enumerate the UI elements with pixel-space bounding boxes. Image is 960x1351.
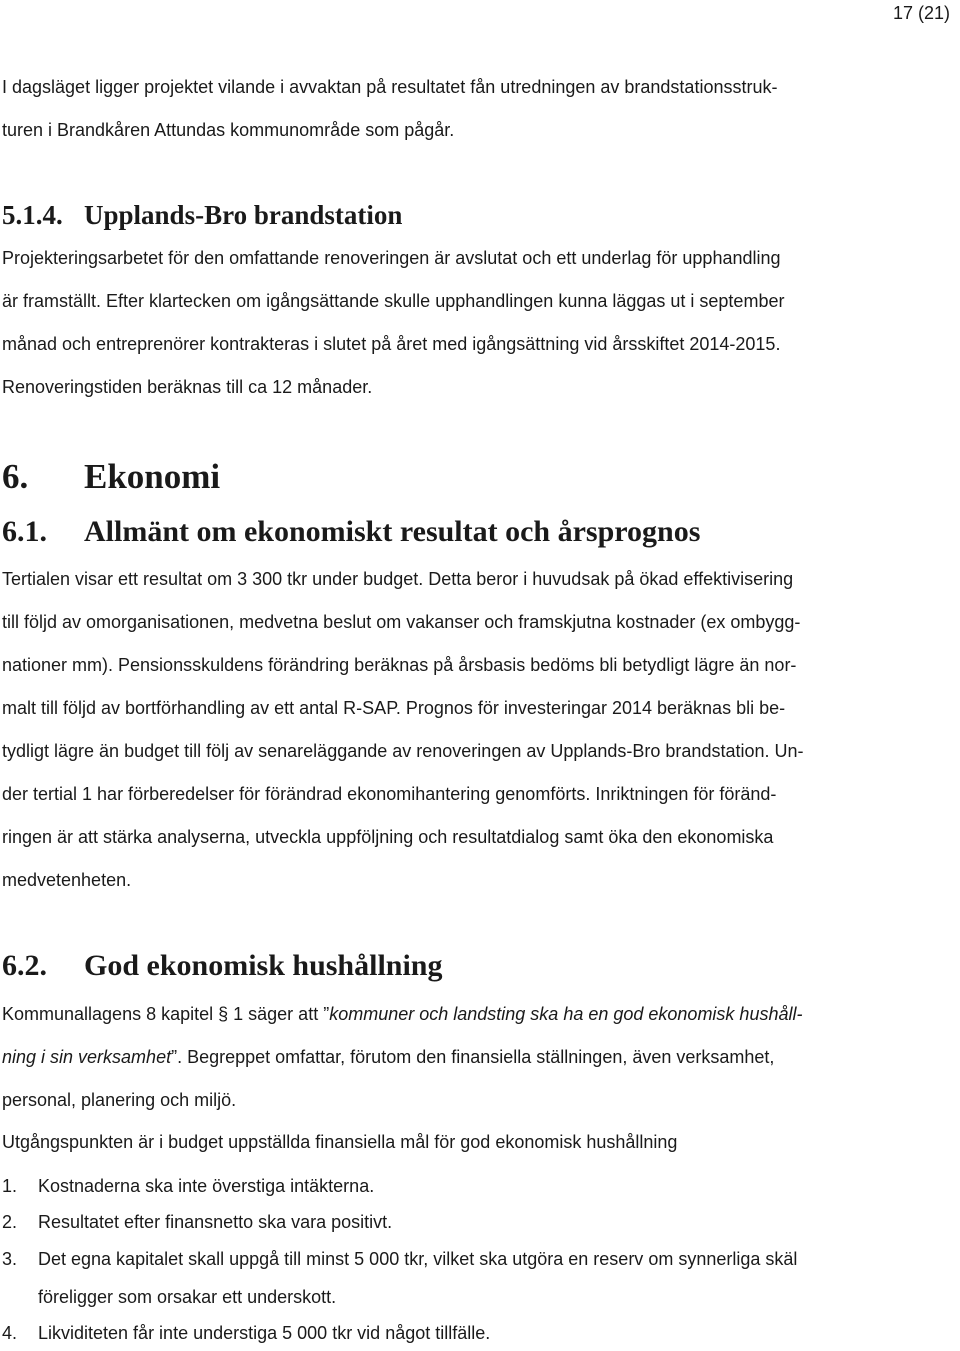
list-text: Resultatet efter finansnetto ska vara positivt. [38,1212,393,1232]
section-number: 6. [2,457,29,496]
list-number: 4. [2,1323,18,1343]
paragraph-line: Tertialen visar ett resultat om 3 300 tkr under budget. Detta beror i huvudsak på ökad effektivisering [2,569,794,589]
section-number: 6.2. [2,949,47,982]
section-6-2-heading [2,948,443,984]
paragraph-line: till följd av omorganisationen, medvetna beslut om vakanser och framskjutna kostnader (ex ombygg- [2,612,801,632]
section-5-1-4-paragraph [2,237,954,409]
paragraph-line: malt till följd av bortförhandling av ett antal R-SAP. Prognos för investeringar 2014 beräknas bli be- [2,698,786,718]
goals-intro [2,1121,954,1164]
section-6-1-heading [2,514,700,550]
law-quote: kommuner och landsting ska ha en god ekonomisk hushåll- [329,1004,803,1024]
list-item [2,1241,797,1277]
section-number: 5.1.4. [2,200,63,230]
paragraph-line: månad och entreprenörer kontrakteras i slutet på året med igångsättning vid årsskiftet 2014-2015. [2,334,781,354]
section-symbol: § [218,1004,229,1024]
list-number: 3. [2,1249,18,1269]
paragraph-line: är framställt. Efter klartecken om igångsättande skulle upphandlingen kunna läggas ut i september [2,291,785,311]
list-item [2,1204,392,1240]
list-number: 1. [2,1176,18,1196]
paragraph-line: Kommunallagens 8 kapitel § 1 säger att ”kommuner och landsting ska ha en god ekonomisk hushåll- [2,1004,803,1024]
list-text: Det egna kapitalet skall uppgå till minst 5 000 tkr, vilket ska utgöra en reserv om synnerliga skäl [38,1249,798,1269]
list-item [2,1168,374,1204]
page-number: 17 (21) [892,3,950,23]
intro-paragraph [2,66,954,152]
section-number: 6.1. [2,515,47,548]
paragraph-line: personal, planering och miljö. [2,1090,237,1110]
intro-line: I dagsläget ligger projektet vilande i avvaktan på resultatet fån utredningen av brandstationsstruk- [2,77,778,97]
paragraph-line: nationer mm). Pensionsskuldens förändring beräknas på årsbasis bedöms bli betydligt lägre än nor- [2,655,797,675]
section-5-1-4-heading [2,198,402,232]
list-text: föreligger som orsakar ett underskott. [38,1287,337,1307]
section-title: Allmänt om ekonomiskt resultat och årsprognos [84,515,701,548]
list-item-continuation [2,1279,336,1315]
law-quote: ning i sin verksamhet [2,1047,172,1067]
paragraph-line: ning i sin verksamhet”. Begreppet omfattar, förutom den finansiella ställningen, även verksamhet, [2,1047,775,1067]
section-title: God ekonomisk hushållning [84,949,443,982]
paragraph-line: medvetenheten. [2,870,132,890]
section-title: Upplands-Bro brandstation [84,200,403,230]
intro-line: turen i Brandkåren Attundas kommunområde som pågår. [2,120,455,140]
section-title: Ekonomi [84,457,221,496]
paragraph-line: ringen är att stärka analyserna, utveckla uppföljning och resultatdialog samt öka den ekonomiska [2,827,774,847]
section-6-1-paragraph [2,558,954,902]
list-text: Likviditeten får inte understiga 5 000 tkr vid något tillfälle. [38,1323,491,1343]
paragraph-line: tydligt lägre än budget till följ av senareläggande av renoveringen av Upplands-Bro brandstation. Un- [2,741,804,761]
paragraph-line: Renoveringstiden beräknas till ca 12 månader. [2,377,373,397]
section-6-heading [2,457,220,497]
paragraph-line: Projekteringsarbetet för den omfattande renoveringen är avslutat och ett underlag för upphandling [2,248,781,268]
list-text: Kostnaderna ska inte överstiga intäkterna. [38,1176,375,1196]
section-6-2-paragraph [2,993,954,1122]
paragraph-line: Utgångspunkten är i budget uppställda finansiella mål för god ekonomisk hushållning [2,1132,678,1152]
paragraph-line: der tertial 1 har förberedelser för förändrad ekonomihantering genomförts. Inriktningen för föränd- [2,784,777,804]
list-number: 2. [2,1212,18,1232]
